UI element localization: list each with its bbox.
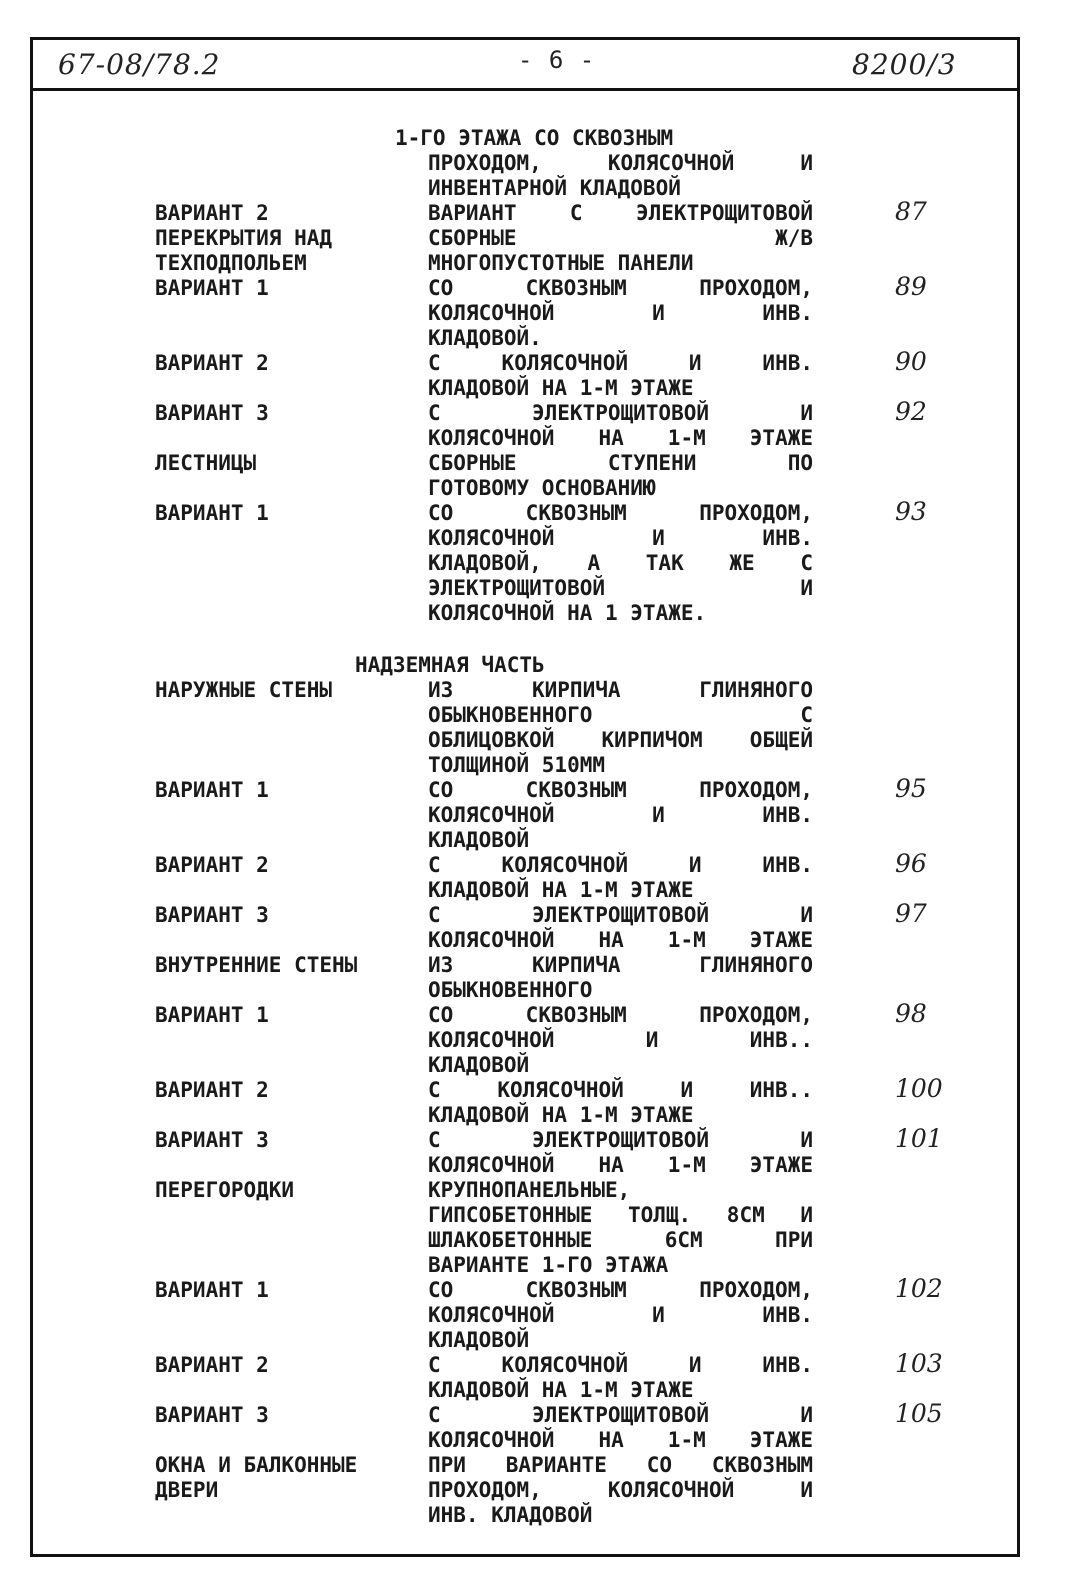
- row-description-line: ИНВЕНТАРНОЙ КЛАДОВОЙ: [428, 176, 681, 200]
- doc-code: 67-08/78.2: [58, 48, 221, 81]
- row-label: [155, 1078, 269, 1103]
- page-reference: 92: [895, 397, 927, 426]
- page-reference: 97: [895, 899, 927, 928]
- row-description-line: КОЛЯСОЧНОЙ И ИНВ..: [428, 1028, 813, 1052]
- page-reference: 95: [895, 774, 927, 803]
- row-description-line: КОЛЯСОЧНОЙ И ИНВ.: [428, 526, 813, 550]
- page-reference: 93: [895, 497, 927, 526]
- row-description-line: ПРИ ВАРИАНТЕ СО СКВОЗНЫМ: [428, 1453, 813, 1477]
- row-description-line: КОЛЯСОЧНОЙ НА 1-М ЭТАЖЕ: [428, 1428, 813, 1452]
- row-description-line: КОЛЯСОЧНОЙ И ИНВ.: [428, 803, 813, 827]
- row-description: [428, 778, 813, 853]
- row-label: [155, 1403, 269, 1428]
- row-description-line: КОЛЯСОЧНОЙ И ИНВ.: [428, 301, 813, 325]
- row-label: [155, 501, 269, 526]
- row-label: [155, 1003, 269, 1028]
- row-label-line: ВНУТРЕННИЕ СТЕНЫ: [155, 953, 358, 977]
- row-description-line: МНОГОПУСТОТНЫЕ ПАНЕЛИ: [428, 251, 694, 275]
- row-label-line: ВАРИАНТ 1: [155, 501, 269, 525]
- row-label: [155, 1353, 269, 1378]
- page-reference: 105: [895, 1399, 943, 1428]
- row-description-line: КОЛЯСОЧНОЙ НА 1-М ЭТАЖЕ: [428, 928, 813, 952]
- row-description-line: КЛАДОВОЙ: [428, 1053, 530, 1077]
- row-description: [428, 276, 813, 351]
- row-label: [155, 1278, 269, 1303]
- row-label-line: ВАРИАНТ 2: [155, 1353, 269, 1377]
- row-description-line: КЛАДОВОЙ: [428, 1328, 530, 1352]
- row-label-line: ВАРИАНТ 1: [155, 1003, 269, 1027]
- row-description-line: С КОЛЯСОЧНОЙ И ИНВ.: [428, 1353, 813, 1377]
- row-label-line: ВАРИАНТ 1: [155, 276, 269, 300]
- row-description-line: С ЭЛЕКТРОЩИТОВОЙ И: [428, 1128, 813, 1152]
- row-description-line: С КОЛЯСОЧНОЙ И ИНВ.: [428, 853, 813, 877]
- row-label-line: ПЕРЕКРЫТИЯ НАД: [155, 226, 333, 250]
- page-reference: 103: [895, 1349, 943, 1378]
- row-description: [428, 451, 813, 501]
- row-description-line: ВАРИАНТ С ЭЛЕКТРОЩИТОВОЙ: [428, 201, 813, 225]
- row-description-line: ИЗ КИРПИЧА ГЛИНЯНОГО: [428, 678, 813, 702]
- row-label-line: ВАРИАНТ 2: [155, 351, 269, 375]
- row-label: [155, 226, 332, 276]
- row-label-line: ВАРИАНТ 3: [155, 1403, 269, 1427]
- row-description-line: СБОРНЫЕ Ж/В: [428, 226, 813, 250]
- row-description-line: ИЗ КИРПИЧА ГЛИНЯНОГО: [428, 953, 813, 977]
- row-description-line: КЛАДОВОЙ: [428, 828, 530, 852]
- row-description: [428, 401, 813, 451]
- row-description-line: СО СКВОЗНЫМ ПРОХОДОМ,: [428, 276, 813, 300]
- row-description: [428, 1003, 813, 1078]
- row-label-line: ТЕХПОДПОЛЬЕМ: [155, 251, 307, 275]
- row-description-line: СО СКВОЗНЫМ ПРОХОДОМ,: [428, 778, 813, 802]
- row-description: [428, 201, 813, 226]
- row-description-line: КОЛЯСОЧНОЙ И ИНВ.: [428, 1303, 813, 1327]
- row-description-line: СБОРНЫЕ СТУПЕНИ ПО: [428, 451, 813, 475]
- page-reference: 101: [895, 1124, 943, 1153]
- row-label-line: ВАРИАНТ 2: [155, 201, 269, 225]
- row-label: [155, 903, 269, 928]
- row-description: [428, 1128, 813, 1178]
- section-title: НАДЗЕМНАЯ ЧАСТЬ: [355, 653, 545, 677]
- row-label-line: ВАРИАНТ 2: [155, 1078, 269, 1102]
- row-description-line: КРУПНОПАНЕЛЬНЫЕ,: [428, 1178, 631, 1202]
- row-description-line: ОБЫКНОВЕННОГО: [428, 978, 593, 1002]
- row-label: [155, 1178, 294, 1203]
- row-label: [155, 953, 357, 978]
- row-description-line: ГИПСОБЕТОННЫЕ ТОЛЩ. 8СМ И: [428, 1203, 813, 1227]
- row-description-line: ЭЛЕКТРОЩИТОВОЙ И: [428, 576, 813, 600]
- row-description-line: С КОЛЯСОЧНОЙ И ИНВ.: [428, 351, 813, 375]
- row-label: [155, 351, 269, 376]
- row-label: [155, 678, 332, 703]
- row-description-line: КЛАДОВОЙ НА 1-М ЭТАЖЕ: [428, 1378, 694, 1402]
- row-label: [155, 778, 269, 803]
- row-description-line: КОЛЯСОЧНОЙ НА 1-М ЭТАЖЕ: [428, 426, 813, 450]
- row-label-line: ПЕРЕГОРОДКИ: [155, 1178, 295, 1202]
- row-description: [428, 953, 813, 1003]
- row-description-line: ТОЛЩИНОЙ 510ММ: [428, 753, 606, 777]
- page-reference: 87: [895, 197, 927, 226]
- row-description-line: СО СКВОЗНЫМ ПРОХОДОМ,: [428, 501, 813, 525]
- row-description: [428, 501, 813, 626]
- row-label: [155, 451, 256, 476]
- row-description-line: КОЛЯСОЧНОЙ НА 1 ЭТАЖЕ.: [428, 601, 707, 625]
- row-description-line: ОБЫКНОВЕННОГО С: [428, 703, 813, 727]
- header-divider: [30, 88, 1020, 91]
- row-description-line: ИНВ. КЛАДОВОЙ: [428, 1503, 593, 1527]
- row-description-line: СО СКВОЗНЫМ ПРОХОДОМ,: [428, 1278, 813, 1302]
- page-reference: 89: [895, 272, 927, 301]
- row-label-line: ВАРИАНТ 3: [155, 1128, 269, 1152]
- row-description: [428, 1453, 813, 1528]
- row-label: [155, 401, 269, 426]
- row-description: [428, 1403, 813, 1453]
- row-description-line: ОБЛИЦОВКОЙ КИРПИЧОМ ОБЩЕЙ: [428, 728, 813, 752]
- row-description: [428, 151, 813, 201]
- page-number: - 6 -: [518, 46, 596, 74]
- row-description-line: ШЛАКОБЕТОННЫЕ 6СМ ПРИ: [428, 1228, 813, 1252]
- row-description-line: СО СКВОЗНЫМ ПРОХОДОМ,: [428, 1003, 813, 1027]
- row-description-line: КОЛЯСОЧНОЙ НА 1-М ЭТАЖЕ: [428, 1153, 813, 1177]
- row-description-line: ВАРИАНТЕ 1-ГО ЭТАЖА: [428, 1253, 669, 1277]
- row-description-line: КЛАДОВОЙ, А ТАК ЖЕ С: [428, 551, 813, 575]
- row-description: [428, 1353, 813, 1403]
- row-description: [428, 226, 813, 276]
- row-description-line: ПРОХОДОМ, КОЛЯСОЧНОЙ И: [428, 1478, 813, 1502]
- row-label-line: ОКНА И БАЛКОННЫЕ: [155, 1453, 358, 1477]
- page-reference: 102: [895, 1274, 943, 1303]
- row-description-line: С ЭЛЕКТРОЩИТОВОЙ И: [428, 903, 813, 927]
- row-description-line: 1-ГО ЭТАЖА СО СКВОЗНЫМ: [395, 126, 674, 150]
- row-label-line: НАРУЖНЫЕ СТЕНЫ: [155, 678, 333, 702]
- row-description-line: КЛАДОВОЙ НА 1-М ЭТАЖЕ: [428, 376, 694, 400]
- row-description-line: С ЭЛЕКТРОЩИТОВОЙ И: [428, 401, 813, 425]
- row-label-line: ДВЕРИ: [155, 1478, 219, 1502]
- row-description: [428, 678, 813, 778]
- row-description: [428, 903, 813, 953]
- row-label-line: ВАРИАНТ 1: [155, 778, 269, 802]
- row-description-line: С ЭЛЕКТРОЩИТОВОЙ И: [428, 1403, 813, 1427]
- row-description-line: КЛАДОВОЙ НА 1-М ЭТАЖЕ: [428, 1103, 694, 1127]
- row-label: [155, 1128, 269, 1153]
- row-label: [155, 853, 269, 878]
- row-description-line: ПРОХОДОМ, КОЛЯСОЧНОЙ И: [428, 151, 813, 175]
- sheet-code: 8200/3: [852, 48, 957, 81]
- page-reference: 90: [895, 347, 927, 376]
- row-label: [155, 201, 269, 226]
- row-description-line: КЛАДОВОЙ НА 1-М ЭТАЖЕ: [428, 878, 694, 902]
- row-label: [155, 1453, 357, 1503]
- row-description: [428, 1078, 813, 1128]
- row-description: [428, 1278, 813, 1353]
- row-label: [155, 276, 269, 301]
- page-reference: 100: [895, 1074, 943, 1103]
- row-description-line: КЛАДОВОЙ.: [428, 326, 542, 350]
- page-reference: 98: [895, 999, 927, 1028]
- row-label-line: ВАРИАНТ 1: [155, 1278, 269, 1302]
- row-description-line: С КОЛЯСОЧНОЙ И ИНВ..: [428, 1078, 813, 1102]
- row-description: [428, 1178, 813, 1278]
- row-description: [395, 126, 780, 151]
- row-label-line: ЛЕСТНИЦЫ: [155, 451, 257, 475]
- row-description-line: ГОТОВОМУ ОСНОВАНИЮ: [428, 476, 656, 500]
- row-label-line: ВАРИАНТ 3: [155, 903, 269, 927]
- row-label-line: ВАРИАНТ 3: [155, 401, 269, 425]
- row-description: [428, 351, 813, 401]
- row-description: [428, 853, 813, 903]
- row-label-line: ВАРИАНТ 2: [155, 853, 269, 877]
- page-reference: 96: [895, 849, 927, 878]
